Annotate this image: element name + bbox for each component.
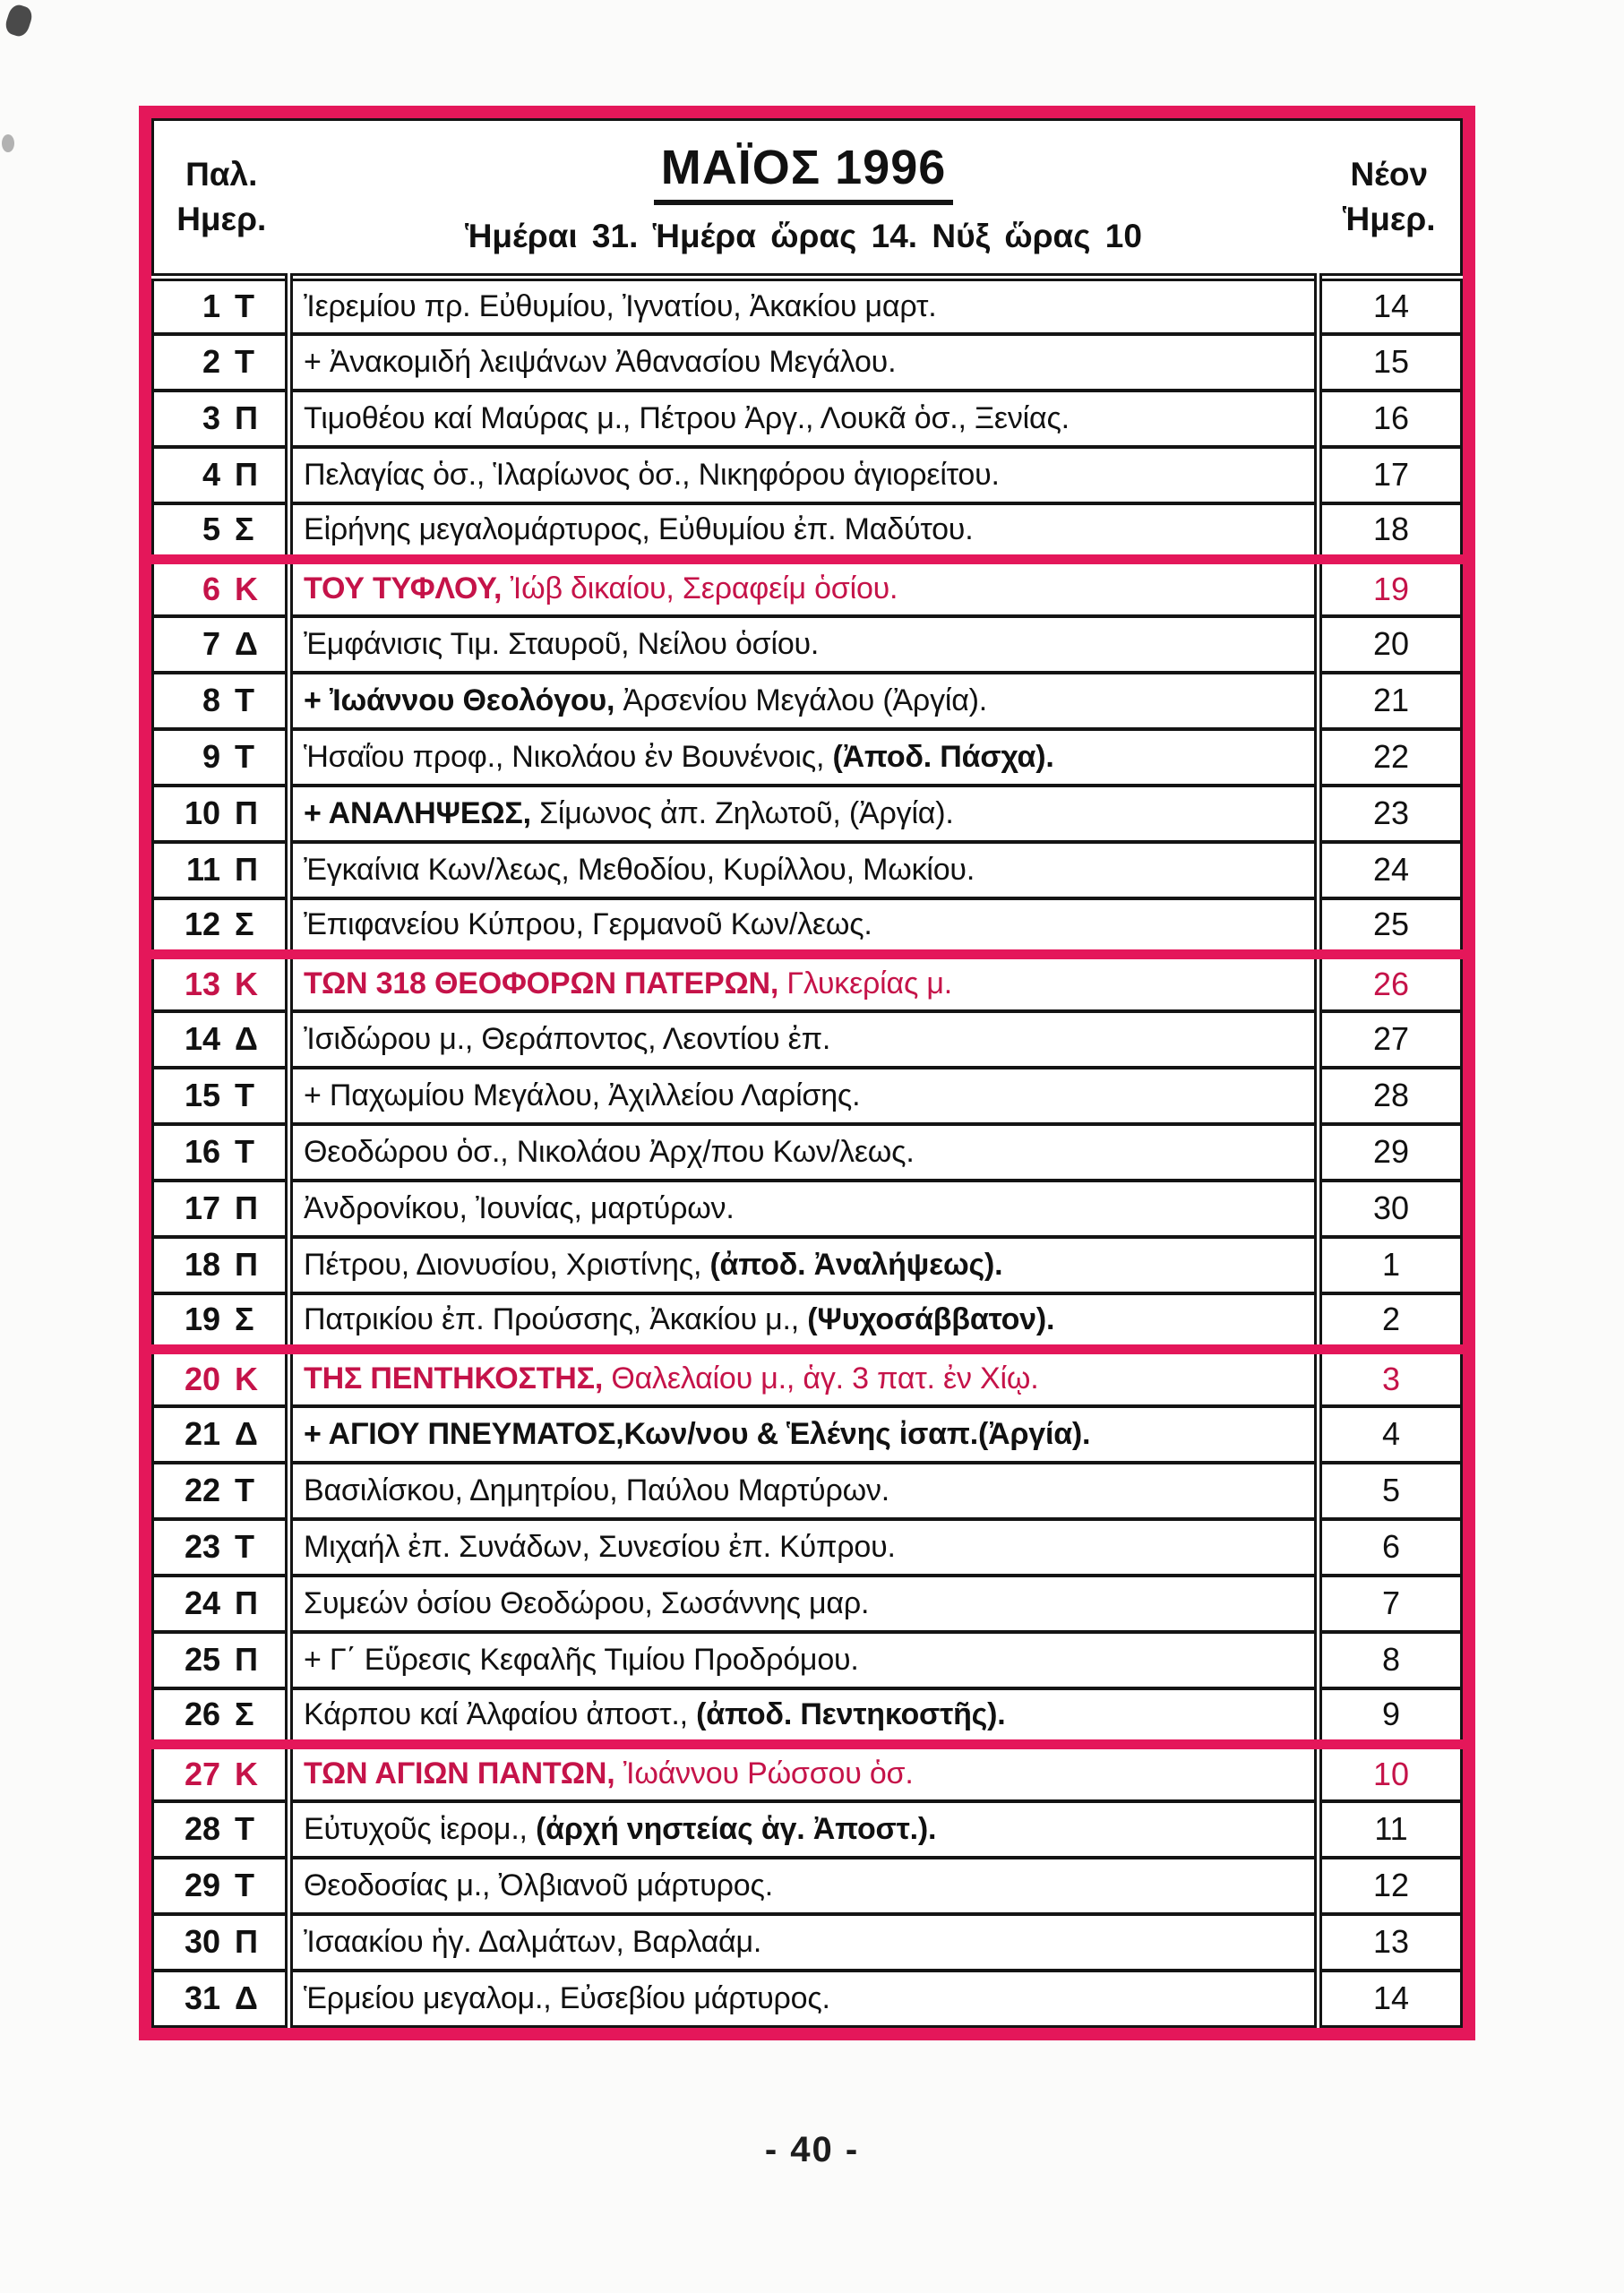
calendar-header-row: [153, 120, 1462, 278]
calendar-row: [153, 898, 1462, 955]
new-date-cell: 17: [1372, 456, 1410, 493]
feast-text-bold-segment: + Ἰωάννου Θεολόγου,: [304, 683, 615, 717]
old-date: 28: [184, 1810, 220, 1847]
old-date: 30: [184, 1923, 220, 1960]
old-date: 27: [184, 1755, 220, 1792]
feast-text-segment: Εὐτυχοῦς ἱερομ.,: [304, 1811, 537, 1846]
feast-text-segment: Ἐμφάνισις Τιμ. Σταυροῦ, Νείλου ὁσίου.: [304, 626, 820, 661]
feast-cell: [289, 1801, 1319, 1858]
old-date-cell: [153, 1124, 289, 1181]
old-date-cell: [153, 1068, 289, 1124]
old-date: 11: [185, 851, 220, 888]
calendar-row: [153, 1237, 1462, 1293]
feast-cell: [289, 1688, 1319, 1745]
feast-cell: [289, 334, 1319, 391]
feast-text-segment: Ἰώβ δικαίου, Σεραφείμ ὁσίου.: [502, 571, 898, 606]
new-date-cell: 28: [1372, 1077, 1410, 1113]
old-date-cell: [153, 1745, 289, 1801]
feast-text: [304, 571, 1307, 606]
calendar-row: [153, 673, 1462, 729]
old-calendar-label-line2: Ημερ.: [176, 201, 267, 237]
weekday-letter: Τ: [235, 1133, 254, 1170]
month-subtitle: Ἡμέραι 31. Ἡμέρα ὥρας 14. Νύξ ὥρας 10: [465, 217, 1142, 254]
old-date: 21: [184, 1415, 220, 1452]
feast-text-segment: Ἡσαΐου προφ., Νικολάου ἐν Βουνένοις,: [304, 739, 833, 774]
old-date-cell: [153, 1237, 289, 1293]
new-date-cell: 27: [1372, 1020, 1410, 1057]
old-date: 31: [184, 1980, 220, 2017]
new-date-cell: 29: [1372, 1133, 1410, 1170]
feast-cell: [289, 1293, 1319, 1350]
old-date-cell: [153, 560, 289, 616]
new-calendar-label-line1: Νέον: [1350, 156, 1429, 193]
old-date: 6: [202, 570, 220, 607]
feast-text: [304, 627, 1307, 662]
scan-artifact: [2, 134, 14, 152]
weekday-letter: Π: [235, 1189, 258, 1226]
feast-text-segment: Συμεών ὁσίου Θεοδώρου, Σωσάννης μαρ.: [304, 1585, 870, 1620]
old-date-cell: [153, 616, 289, 673]
new-date-cell: 7: [1381, 1584, 1401, 1621]
feast-text-bold-segment: ΤΟΥ ΤΥΦΛΟΥ,: [304, 571, 503, 606]
old-date: 3: [202, 399, 220, 436]
calendar-row: [153, 1801, 1462, 1858]
feast-cell: [289, 278, 1319, 334]
new-date-cell: 5: [1381, 1472, 1401, 1508]
calendar-row: [153, 334, 1462, 391]
old-date: 14: [184, 1020, 220, 1057]
feast-text-segment: Πατρικίου ἐπ. Προύσσης, Ἀκακίου μ.,: [304, 1301, 808, 1336]
new-date-cell: 13: [1372, 1923, 1410, 1960]
feast-text-bold-segment: (Ψυχοσάββατον).: [807, 1301, 1055, 1336]
old-date: 24: [184, 1584, 220, 1621]
feast-text: [304, 853, 1307, 888]
feast-text-segment: Πελαγίας ὁσ., Ἱλαρίωνος ὁσ., Νικηφόρου ἁγιορείτου.: [304, 457, 1000, 492]
old-date-cell: [153, 729, 289, 786]
weekday-letter: Τ: [235, 288, 254, 325]
weekday-letter: Π: [235, 1923, 258, 1960]
old-calendar-label-line1: Παλ.: [185, 156, 258, 193]
old-date-cell: [153, 503, 289, 560]
feast-text-segment: Ἀνδρονίκου, Ἰουνίας, μαρτύρων.: [304, 1190, 735, 1225]
feast-text: [304, 1925, 1307, 1960]
feast-cell: [289, 1350, 1319, 1406]
calendar-row: [153, 1293, 1462, 1350]
old-date-cell: [153, 1350, 289, 1406]
weekday-letter: Τ: [235, 1077, 254, 1113]
feast-text: [304, 1302, 1307, 1337]
feast-text: [304, 1812, 1307, 1847]
calendar-row: [153, 1688, 1462, 1745]
old-date-cell: [153, 1463, 289, 1519]
calendar-row: [153, 729, 1462, 786]
calendar-row: [153, 1181, 1462, 1237]
weekday-letter: Σ: [235, 1696, 254, 1733]
feast-text-segment: + Γ΄ Εὕρεσις Κεφαλῆς Τιμίου Προδρόμου.: [304, 1642, 859, 1677]
old-date-cell: [153, 1519, 289, 1576]
old-date: 17: [184, 1189, 220, 1226]
feast-text-segment: Ἑρμείου μεγαλομ., Εὐσεβίου μάρτυρος.: [304, 1980, 830, 2015]
new-date-cell: 3: [1381, 1360, 1401, 1397]
old-date: 13: [184, 965, 220, 1002]
weekday-letter: Τ: [235, 682, 254, 718]
feast-text-segment: Μιχαήλ ἐπ. Συνάδων, Συνεσίου ἐπ. Κύπρου.: [304, 1529, 896, 1564]
feast-text-segment: Θεοδώρου ὁσ., Νικολάου Ἀρχ/που Κων/λεως.: [304, 1134, 915, 1169]
feast-text: [304, 289, 1307, 324]
new-date-cell: 14: [1372, 288, 1410, 325]
feast-cell: [289, 673, 1319, 729]
weekday-letter: Δ: [235, 1415, 258, 1452]
calendar-table: [151, 118, 1463, 2028]
old-date-cell: [153, 1406, 289, 1463]
feast-text-bold-segment: + ΑΝΑΛΗΨΕΩΣ,: [304, 795, 531, 830]
feast-cell: [289, 560, 1319, 616]
old-date: 19: [184, 1301, 220, 1338]
new-date-cell: 2: [1381, 1301, 1401, 1338]
feast-text-segment: Γλυκερίας μ.: [778, 966, 953, 1001]
feast-cell: [289, 1068, 1319, 1124]
feast-text-segment: Ἐγκαίνια Κων/λεως, Μεθοδίου, Κυρίλλου, Μωκίου.: [304, 852, 975, 887]
new-date-cell: 1: [1381, 1246, 1401, 1283]
old-date: 2: [202, 343, 220, 380]
old-date-cell: [153, 391, 289, 447]
old-calendar-column-header: [153, 120, 289, 278]
feast-cell: [289, 447, 1319, 503]
old-date-cell: [153, 1801, 289, 1858]
old-date-cell: [153, 334, 289, 391]
weekday-letter: Κ: [235, 965, 258, 1002]
feast-cell: [289, 1858, 1319, 1914]
new-calendar-column-header: [1319, 120, 1462, 278]
feast-text-segment: Κάρπου καί Ἀλφαίου ἀποστ.,: [304, 1696, 697, 1731]
new-date-cell: 10: [1372, 1755, 1410, 1792]
feast-text-bold-segment: (ἀρχή νηστείας ἁγ. Ἀποστ.).: [536, 1811, 937, 1846]
feast-cell: [289, 1745, 1319, 1801]
feast-text: [304, 1248, 1307, 1283]
feast-text: [304, 796, 1307, 831]
weekday-letter: Τ: [235, 1528, 254, 1565]
calendar-row: [153, 1406, 1462, 1463]
weekday-letter: Τ: [235, 1472, 254, 1508]
feast-cell: [289, 616, 1319, 673]
weekday-letter: Π: [235, 1584, 258, 1621]
weekday-letter: Π: [235, 851, 258, 888]
feast-text: [304, 1191, 1307, 1226]
weekday-letter: Κ: [235, 1755, 258, 1792]
feast-text: [304, 1530, 1307, 1565]
feast-text: [304, 401, 1307, 436]
feast-text: [304, 683, 1307, 718]
feast-text-segment: Σίμωνος ἀπ. Ζηλωτοῦ, (Ἀργία).: [530, 795, 954, 830]
calendar-row: [153, 955, 1462, 1011]
old-date-cell: [153, 1011, 289, 1068]
old-date: 18: [184, 1246, 220, 1283]
feast-text-bold-segment: ΤΩΝ 318 ΘΕΟΦΟΡΩΝ ΠΑΤΕΡΩΝ,: [304, 966, 779, 1001]
new-date-cell: 8: [1381, 1641, 1401, 1678]
feast-text: [304, 1473, 1307, 1508]
feast-text: [304, 1078, 1307, 1113]
feast-cell: [289, 786, 1319, 842]
old-date: 10: [184, 794, 220, 831]
new-date-cell: 30: [1372, 1189, 1410, 1226]
page-number: - 40 -: [764, 2130, 860, 2169]
feast-text: [304, 1135, 1307, 1170]
feast-text: [304, 740, 1307, 775]
old-date: 15: [184, 1077, 220, 1113]
calendar-row: [153, 616, 1462, 673]
new-date-cell: 16: [1372, 399, 1410, 436]
feast-text-bold-segment: ΤΩΝ ΑΓΙΩΝ ΠΑΝΤΩΝ,: [304, 1756, 615, 1791]
feast-cell: [289, 1971, 1319, 2027]
feast-cell: [289, 1914, 1319, 1971]
weekday-letter: Τ: [235, 343, 254, 380]
old-date-cell: [153, 786, 289, 842]
weekday-letter: Σ: [235, 511, 254, 548]
calendar-row: [153, 786, 1462, 842]
feast-cell: [289, 391, 1319, 447]
old-date-cell: [153, 955, 289, 1011]
feast-text-bold-segment: + ΑΓΙΟΥ ΠΝΕΥΜΑΤΟΣ,Κων/νου & Ἑλένης ἰσαπ.(Ἀργία).: [304, 1416, 1091, 1451]
new-date-cell: 24: [1372, 851, 1410, 888]
feast-text: [304, 1697, 1307, 1732]
new-date-cell: 9: [1381, 1696, 1401, 1733]
old-date-cell: [153, 1914, 289, 1971]
feast-text: [304, 1756, 1307, 1791]
feast-text: [304, 907, 1307, 942]
calendar-row: [153, 391, 1462, 447]
calendar-row: [153, 278, 1462, 334]
old-date-cell: [153, 1293, 289, 1350]
calendar-row: [153, 1463, 1462, 1519]
old-date: 22: [184, 1472, 220, 1508]
old-date-cell: [153, 1971, 289, 2027]
new-date-cell: 11: [1374, 1810, 1408, 1847]
new-date-cell: 19: [1372, 570, 1410, 607]
old-date: 16: [184, 1133, 220, 1170]
new-date-cell: 22: [1372, 738, 1410, 775]
weekday-letter: Τ: [235, 1810, 254, 1847]
feast-text-bold-segment: (Ἀποδ. Πάσχα).: [832, 739, 1054, 774]
calendar-row: [153, 1858, 1462, 1914]
feast-text: [304, 1586, 1307, 1621]
feast-cell: [289, 729, 1319, 786]
feast-text-bold-segment: (ἀποδ. Πεντηκοστῆς).: [696, 1696, 1006, 1731]
old-date: 26: [184, 1696, 220, 1733]
new-date-cell: 26: [1372, 965, 1410, 1002]
new-date-cell: 14: [1372, 1980, 1410, 2017]
feast-text-segment: Ἰσιδώρου μ., Θεράποντος, Λεοντίου ἐπ.: [304, 1021, 831, 1056]
calendar-row: [153, 1124, 1462, 1181]
calendar-frame: [139, 106, 1475, 2040]
weekday-letter: Π: [235, 456, 258, 493]
old-date: 25: [184, 1641, 220, 1678]
calendar-row: [153, 1011, 1462, 1068]
old-date: 7: [202, 625, 220, 662]
old-date: 29: [184, 1867, 220, 1903]
new-date-cell: 6: [1381, 1528, 1401, 1565]
weekday-letter: Δ: [235, 1020, 258, 1057]
new-date-cell: 4: [1381, 1415, 1401, 1452]
old-date-cell: [153, 1688, 289, 1745]
feast-cell: [289, 1181, 1319, 1237]
feast-text-segment: + Ἀνακομιδή λειψάνων Ἀθανασίου Μεγάλου.: [304, 344, 897, 379]
feast-cell: [289, 503, 1319, 560]
old-date: 5: [202, 511, 220, 548]
feast-cell: [289, 1011, 1319, 1068]
old-date: 23: [184, 1528, 220, 1565]
weekday-letter: Δ: [235, 1980, 258, 2017]
feast-text-segment: Βασιλίσκου, Δημητρίου, Παύλου Μαρτύρων.: [304, 1473, 889, 1507]
calendar-row: [153, 503, 1462, 560]
old-date-cell: [153, 1858, 289, 1914]
weekday-letter: Π: [235, 1641, 258, 1678]
month-header: [289, 120, 1319, 278]
feast-text-segment: + Παχωμίου Μεγάλου, Ἀχιλλείου Λαρίσης.: [304, 1078, 861, 1112]
feast-text: [304, 1022, 1307, 1057]
old-date: 8: [202, 682, 220, 718]
weekday-letter: Τ: [235, 1867, 254, 1903]
feast-cell: [289, 1406, 1319, 1463]
calendar-row: [153, 447, 1462, 503]
feast-text-segment: Ἰσαακίου ἡγ. Δαλμάτων, Βαρλαάμ.: [304, 1924, 762, 1959]
feast-cell: [289, 898, 1319, 955]
scan-artifact: [3, 3, 34, 39]
new-date-cell: 25: [1372, 906, 1410, 943]
feast-cell: [289, 955, 1319, 1011]
old-date: 4: [202, 456, 220, 493]
feast-cell: [289, 1237, 1319, 1293]
calendar-row: [153, 1914, 1462, 1971]
feast-cell: [289, 1632, 1319, 1688]
old-date: 9: [202, 738, 220, 775]
new-date-cell: 15: [1372, 343, 1410, 380]
calendar-row: [153, 1576, 1462, 1632]
calendar-row: [153, 560, 1462, 616]
weekday-letter: Κ: [235, 570, 258, 607]
feast-text: [304, 345, 1307, 380]
feast-cell: [289, 1124, 1319, 1181]
feast-text: [304, 1868, 1307, 1903]
feast-text: [304, 966, 1307, 1001]
new-date-cell: 18: [1372, 511, 1410, 548]
old-date: 20: [184, 1360, 220, 1397]
calendar-row: [153, 1632, 1462, 1688]
new-calendar-label-line2: Ἡμερ.: [1342, 201, 1436, 237]
feast-text-bold-segment: (ἀποδ. Ἀναλήψεως).: [709, 1247, 1003, 1282]
feast-text: [304, 1643, 1307, 1678]
feast-text-segment: Ἰωάννου Ρώσσου ὁσ.: [614, 1756, 914, 1791]
weekday-letter: Κ: [235, 1360, 258, 1397]
feast-text: [304, 1361, 1307, 1396]
weekday-letter: Τ: [235, 738, 254, 775]
feast-text-segment: Θαλελαίου μ., ἁγ. 3 πατ. ἐν Χίῳ.: [603, 1361, 1039, 1396]
old-date: 1: [202, 288, 220, 325]
feast-text: [304, 512, 1307, 547]
calendar-row: [153, 1350, 1462, 1406]
feast-text-segment: Ἐπιφανείου Κύπρου, Γερμανοῦ Κων/λεως.: [304, 906, 872, 941]
old-date-cell: [153, 1576, 289, 1632]
calendar-row: [153, 1745, 1462, 1801]
new-date-cell: 20: [1372, 625, 1410, 662]
old-date-cell: [153, 1632, 289, 1688]
feast-text-segment: Ἀρσενίου Μεγάλου (Ἀργία).: [614, 683, 988, 717]
feast-text: [304, 1981, 1307, 2016]
new-date-cell: 12: [1372, 1867, 1410, 1903]
calendar-row: [153, 842, 1462, 898]
feast-text-segment: Πέτρου, Διονυσίου, Χριστίνης,: [304, 1247, 710, 1282]
weekday-letter: Σ: [235, 906, 254, 943]
feast-text-bold-segment: ΤΗΣ ΠΕΝΤΗΚΟΣΤΗΣ,: [304, 1361, 604, 1396]
old-date: 12: [184, 906, 220, 943]
feast-cell: [289, 1463, 1319, 1519]
calendar-row: [153, 1971, 1462, 2027]
feast-text-segment: Ἰερεμίου πρ. Εὐθυμίου, Ἰγνατίου, Ἀκακίου μαρτ.: [304, 288, 937, 323]
weekday-letter: Σ: [235, 1301, 254, 1338]
feast-text-segment: Τιμοθέου καί Μαύρας μ., Πέτρου Ἀργ., Λουκᾶ ὁσ., Ξενίας.: [304, 400, 1070, 435]
weekday-letter: Π: [235, 399, 258, 436]
feast-text-segment: Θεοδοσίας μ., Ὀλβιανοῦ μάρτυρος.: [304, 1868, 773, 1902]
feast-cell: [289, 1576, 1319, 1632]
feast-text: [304, 458, 1307, 493]
old-date-cell: [153, 278, 289, 334]
new-date-cell: 21: [1372, 682, 1410, 718]
weekday-letter: Π: [235, 1246, 258, 1283]
old-date-cell: [153, 673, 289, 729]
calendar-row: [153, 1068, 1462, 1124]
feast-cell: [289, 842, 1319, 898]
feast-cell: [289, 1519, 1319, 1576]
old-date-cell: [153, 1181, 289, 1237]
feast-text: [304, 1417, 1307, 1452]
old-date-cell: [153, 447, 289, 503]
old-date-cell: [153, 842, 289, 898]
weekday-letter: Π: [235, 794, 258, 831]
calendar-row: [153, 1519, 1462, 1576]
feast-text-segment: Εἰρήνης μεγαλομάρτυρος, Εὐθυμίου ἐπ. Μαδύτου.: [304, 511, 974, 546]
weekday-letter: Δ: [235, 625, 258, 662]
new-date-cell: 23: [1372, 794, 1410, 831]
month-title: ΜΑΪΟΣ 1996: [654, 140, 954, 205]
old-date-cell: [153, 898, 289, 955]
